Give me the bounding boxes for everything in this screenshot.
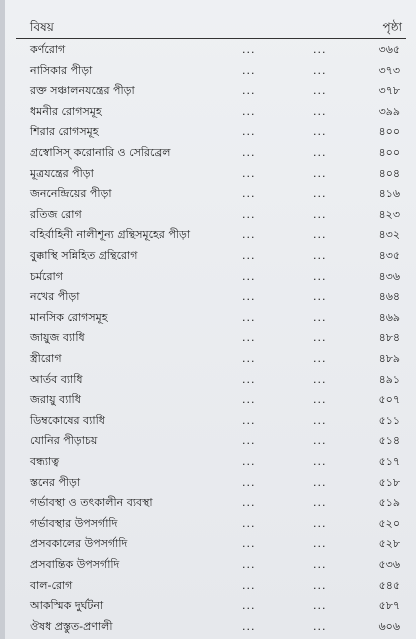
- toc-entry-page-number: ৪০০: [378, 125, 400, 139]
- leader-dots: ...: [242, 290, 256, 304]
- leader-dots: ...: [242, 496, 256, 510]
- toc-entry: [0, 349, 416, 368]
- leader-dots: ...: [313, 475, 327, 489]
- toc-entry: [0, 576, 416, 595]
- toc-entry: [0, 246, 416, 265]
- toc-entry-title: জায়ুজ ব্যাধি: [30, 331, 85, 345]
- leader-dots: ...: [313, 599, 327, 613]
- toc-entry-page-number: ৫২০: [378, 516, 400, 530]
- leader-dots: ...: [313, 619, 327, 633]
- page-column-label: পৃষ্ঠা: [382, 20, 402, 34]
- leader-dots: ...: [313, 578, 327, 592]
- toc-entry: [0, 225, 416, 244]
- leader-dots: ...: [242, 516, 256, 530]
- toc-entry: [0, 287, 416, 306]
- toc-entry: [0, 122, 416, 141]
- leader-dots: ...: [242, 413, 256, 427]
- toc-entry: [0, 102, 416, 121]
- leader-dots: ...: [313, 269, 327, 283]
- toc-entry: [0, 81, 416, 100]
- toc-entry-page-number: ৪৯১: [378, 372, 400, 386]
- toc-entry-page-number: ৪০০: [378, 146, 400, 159]
- toc-entry-title: মানসিক রোগসমূহ: [30, 310, 108, 324]
- leader-dots: ...: [242, 207, 256, 221]
- toc-entry: [0, 61, 416, 80]
- leader-dots: ...: [242, 393, 256, 407]
- toc-entry-title: স্ত্রীরোগ: [30, 352, 62, 365]
- leader-dots: ...: [242, 434, 256, 448]
- toc-entry-title: আকস্মিক দুর্ঘটনা: [30, 599, 104, 613]
- toc-entry-title: নখের পীড়া: [30, 290, 80, 304]
- toc-entry-title: চর্মরোগ: [30, 269, 63, 283]
- leader-dots: ...: [313, 352, 327, 365]
- toc-entry-page-number: ৬০৬: [378, 619, 400, 633]
- leader-dots: ...: [242, 187, 256, 201]
- toc-header: [30, 16, 402, 38]
- subject-column-label: বিষয়: [30, 20, 54, 34]
- toc-entry: [0, 308, 416, 327]
- leader-dots: ...: [313, 372, 327, 386]
- header-divider: [16, 38, 406, 39]
- toc-entry-page-number: ৪২৩: [378, 207, 400, 221]
- leader-dots: ...: [313, 455, 327, 468]
- leader-dots: ...: [313, 43, 327, 56]
- toc-entry-page-number: ৫৩৬: [378, 558, 400, 571]
- leader-dots: ...: [242, 104, 256, 118]
- toc-entry: [0, 431, 416, 450]
- leader-dots: ...: [242, 84, 256, 98]
- toc-entry-page-number: ৪৬৪: [378, 290, 400, 304]
- toc-entry-title: বাল-রোগ: [30, 578, 73, 592]
- leader-dots: ...: [313, 228, 327, 242]
- leader-dots: ...: [242, 331, 256, 345]
- toc-entry: [0, 370, 416, 389]
- toc-entry: [0, 534, 416, 553]
- leader-dots: ...: [313, 537, 327, 551]
- toc-entry-page-number: ৫৪৫: [378, 578, 400, 592]
- toc-entry: [0, 164, 416, 183]
- leader-dots: ...: [242, 558, 256, 571]
- toc-entry: [0, 267, 416, 286]
- toc-entry-page-number: ৪১৬: [378, 187, 400, 201]
- toc-entry: [0, 143, 416, 162]
- toc-entry-title: স্তনের পীড়া: [30, 475, 81, 489]
- leader-dots: ...: [242, 125, 256, 139]
- leader-dots: ...: [242, 249, 256, 262]
- toc-entry-title: গর্ভাবস্থা ও তৎকালীন ব্যবস্থা: [30, 496, 153, 510]
- toc-entry: [0, 555, 416, 574]
- leader-dots: ...: [242, 578, 256, 592]
- toc-entry-title: জননেন্দ্রিয়ের পীড়া: [30, 187, 112, 201]
- leader-dots: ...: [242, 455, 256, 468]
- leader-dots: ...: [313, 310, 327, 324]
- toc-entry-title: ডিম্বকোষের ব্যাধি: [30, 413, 105, 427]
- toc-entry-title: গ্রস্বোসিস্ করোনারি ও সেরিব্রেল: [30, 146, 171, 159]
- toc-entry-title: বুক্কাস্থি সন্নিহিত গ্রন্থিরোগ: [30, 249, 138, 262]
- leader-dots: ...: [242, 619, 256, 633]
- leader-dots: ...: [242, 475, 256, 489]
- leader-dots: ...: [313, 558, 327, 571]
- toc-entry-title: ঔষধ প্রস্তুত-প্রণালী: [30, 619, 113, 633]
- leader-dots: ...: [313, 187, 327, 201]
- leader-dots: ...: [242, 228, 256, 242]
- toc-entry-page-number: ৩৭৩: [378, 63, 400, 77]
- toc-entry-page-number: ৩৬৫: [378, 43, 400, 56]
- toc-entry: [0, 452, 416, 471]
- leader-dots: ...: [313, 290, 327, 304]
- toc-entry-title: শিরার রোগসমূহ: [30, 125, 99, 139]
- leader-dots: ...: [313, 63, 327, 77]
- toc-entry: [0, 514, 416, 533]
- toc-entry-title: আর্তব ব্যাধি: [30, 372, 83, 386]
- leader-dots: ...: [313, 393, 327, 407]
- toc-entry-title: গর্ভাবস্থার উপসর্গাদি: [30, 516, 118, 530]
- toc-entry-title: কর্ণরোগ: [30, 43, 66, 56]
- leader-dots: ...: [242, 146, 256, 159]
- leader-dots: ...: [242, 166, 256, 180]
- leader-dots: ...: [313, 84, 327, 98]
- toc-entry-title: বন্ধ্যাত্ব: [30, 455, 60, 468]
- leader-dots: ...: [242, 372, 256, 386]
- toc-entry: [0, 596, 416, 615]
- leader-dots: ...: [313, 207, 327, 221]
- toc-entry-title: জরায়ু ব্যাধি: [30, 393, 81, 407]
- leader-dots: ...: [313, 434, 327, 448]
- toc-entry: [0, 390, 416, 409]
- toc-entry-page-number: ৪৩৫: [378, 249, 400, 262]
- toc-entry: [0, 493, 416, 512]
- toc-entry-page-number: ৪৮৯: [378, 352, 400, 365]
- toc-entry-title: প্রসবকালের উপসর্গাদি: [30, 537, 128, 551]
- leader-dots: ...: [313, 413, 327, 427]
- toc-entry-page-number: ৩৯৯: [378, 104, 400, 118]
- toc-entry-page-number: ৫২৮: [378, 537, 400, 551]
- toc-entry-page-number: ৩৭৮: [378, 84, 400, 98]
- toc-entry: [0, 205, 416, 224]
- toc-entry-page-number: ৪৩২: [378, 228, 400, 242]
- toc-entry-title: প্রসবান্তিক উপসর্গাদি: [30, 558, 120, 571]
- toc-entry: [0, 184, 416, 203]
- leader-dots: ...: [242, 599, 256, 613]
- toc-entry-title: রক্ত সঞ্চালনযন্ত্রের পীড়া: [30, 84, 135, 98]
- toc-entry-page-number: ৫১৯: [378, 496, 400, 510]
- toc-entry-page-number: ৪৬৯: [378, 310, 400, 324]
- leader-dots: ...: [242, 43, 256, 56]
- toc-entry-page-number: ৫৮৭: [378, 599, 400, 613]
- leader-dots: ...: [242, 352, 256, 365]
- toc-entry-page-number: ৫১৪: [378, 434, 400, 448]
- toc-entry-page-number: ৪৮৪: [378, 331, 400, 345]
- toc-entry: [0, 617, 416, 636]
- toc-entry-title: নাসিকার পীড়া: [30, 63, 93, 77]
- toc-entry-title: মূত্রযন্ত্রের পীড়া: [30, 166, 94, 180]
- toc-entry-page-number: ৫১১: [378, 413, 400, 427]
- toc-entry-title: যোনির পীড়াচয়: [30, 434, 98, 448]
- leader-dots: ...: [313, 146, 327, 159]
- leader-dots: ...: [242, 537, 256, 551]
- toc-entry: [0, 411, 416, 430]
- toc-entry-title: রতিজ রোগ: [30, 207, 82, 221]
- toc-entry-page-number: ৫১৮: [378, 475, 400, 489]
- leader-dots: ...: [313, 249, 327, 262]
- leader-dots: ...: [313, 496, 327, 510]
- toc-entry: [0, 40, 416, 59]
- leader-dots: ...: [242, 269, 256, 283]
- leader-dots: ...: [242, 63, 256, 77]
- leader-dots: ...: [313, 166, 327, 180]
- toc-entry-title: বহির্বাহিনী নালীশূন্য গ্রন্থিসমূহের পীড়া: [30, 228, 191, 242]
- toc-entry-title: ধমনীর রোগসমূহ: [30, 104, 102, 118]
- leader-dots: ...: [313, 104, 327, 118]
- toc-entry-page-number: ৫১৭: [378, 455, 400, 468]
- toc-entry: [0, 473, 416, 492]
- leader-dots: ...: [242, 310, 256, 324]
- leader-dots: ...: [313, 331, 327, 345]
- toc-entry: [0, 328, 416, 347]
- toc-entry-page-number: ৪৩৬: [378, 269, 400, 283]
- toc-entry-page-number: ৪০৪: [378, 166, 400, 180]
- leader-dots: ...: [313, 125, 327, 139]
- leader-dots: ...: [313, 516, 327, 530]
- toc-entry-page-number: ৫০৭: [378, 393, 400, 407]
